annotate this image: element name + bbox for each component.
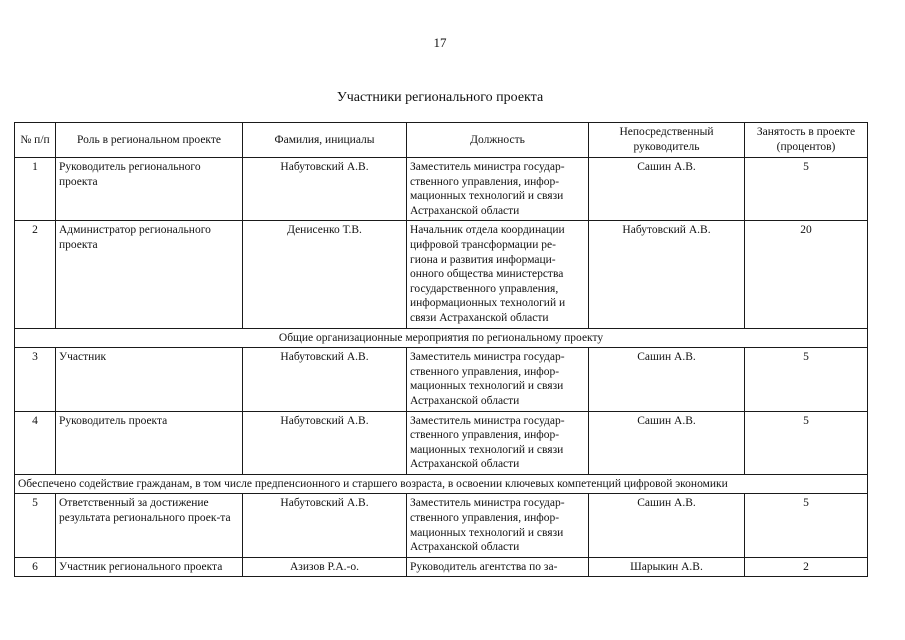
cell-manager: Сашин А.В. <box>589 348 745 411</box>
cell-role: Администратор регионального проекта <box>56 221 243 328</box>
section-title: Общие организационные мероприятия по региональному проекту <box>15 328 868 348</box>
table-row <box>15 494 868 557</box>
cell-manager: Сашин А.В. <box>589 494 745 557</box>
table-row <box>15 411 868 474</box>
cell-load: 20 <box>745 221 868 328</box>
cell-role: Руководитель проекта <box>56 411 243 474</box>
section-title: Обеспечено содействие гражданам, в том числе предпенсионного и старшего возраста, в освоении ключевых компетенций цифровой экономики <box>15 474 868 494</box>
cell-name: Набутовский А.В. <box>243 411 407 474</box>
cell-num: 5 <box>15 494 56 557</box>
cell-position: Заместитель министра государ- ственного управления, инфор- мационных технологий и связи Астраханской области <box>407 411 589 474</box>
cell-manager: Набутовский А.В. <box>589 221 745 328</box>
table-row <box>15 557 868 577</box>
section-row <box>15 474 868 494</box>
cell-num: 4 <box>15 411 56 474</box>
cell-name: Набутовский А.В. <box>243 158 407 221</box>
cell-manager: Шарыкин А.В. <box>589 557 745 577</box>
cell-num: 1 <box>15 158 56 221</box>
cell-num: 3 <box>15 348 56 411</box>
cell-manager: Сашин А.В. <box>589 411 745 474</box>
cell-role: Ответственный за достижение результата регионального проек-та <box>56 494 243 557</box>
cell-role: Участник <box>56 348 243 411</box>
cell-name: Денисенко Т.В. <box>243 221 407 328</box>
cell-role: Участник регионального проекта <box>56 557 243 577</box>
cell-load: 2 <box>745 557 868 577</box>
cell-position: Заместитель министра государ- ственного управления, инфор- мационных технологий и связи Астраханской области <box>407 158 589 221</box>
cell-num: 6 <box>15 557 56 577</box>
cell-name: Набутовский А.В. <box>243 348 407 411</box>
table-row <box>15 221 868 328</box>
header-position: Должность <box>407 123 589 158</box>
cell-position: Руководитель агентства по за- <box>407 557 589 577</box>
header-num: № п/п <box>15 123 56 158</box>
cell-load: 5 <box>745 411 868 474</box>
header-name: Фамилия, инициалы <box>243 123 407 158</box>
table-row <box>15 158 868 221</box>
page-title: Участники регионального проекта <box>336 90 544 105</box>
cell-name: Набутовский А.В. <box>243 494 407 557</box>
participants-table <box>14 122 868 577</box>
cell-position: Начальник отдела координации цифровой трансформации ре- гиона и развития информаци- онного общества министерства государственного управления, информационных технологий и связи Астраханской области <box>407 221 589 328</box>
cell-position: Заместитель министра государ- ственного управления, инфор- мационных технологий и связи Астраханской области <box>407 494 589 557</box>
cell-name: Азизов Р.А.-о. <box>243 557 407 577</box>
cell-load: 5 <box>745 158 868 221</box>
page-number: 17 <box>433 35 447 50</box>
cell-num: 2 <box>15 221 56 328</box>
header-role: Роль в региональном проекте <box>56 123 243 158</box>
cell-load: 5 <box>745 494 868 557</box>
header-load: Занятость в проекте (процентов) <box>745 123 868 158</box>
section-row <box>15 328 868 348</box>
cell-load: 5 <box>745 348 868 411</box>
table-row <box>15 348 868 411</box>
table-header-row <box>15 123 868 158</box>
cell-role: Руководитель регионального проекта <box>56 158 243 221</box>
header-manager: Непосредственный руководитель <box>589 123 745 158</box>
cell-manager: Сашин А.В. <box>589 158 745 221</box>
cell-position: Заместитель министра государ- ственного управления, инфор- мационных технологий и связи Астраханской области <box>407 348 589 411</box>
